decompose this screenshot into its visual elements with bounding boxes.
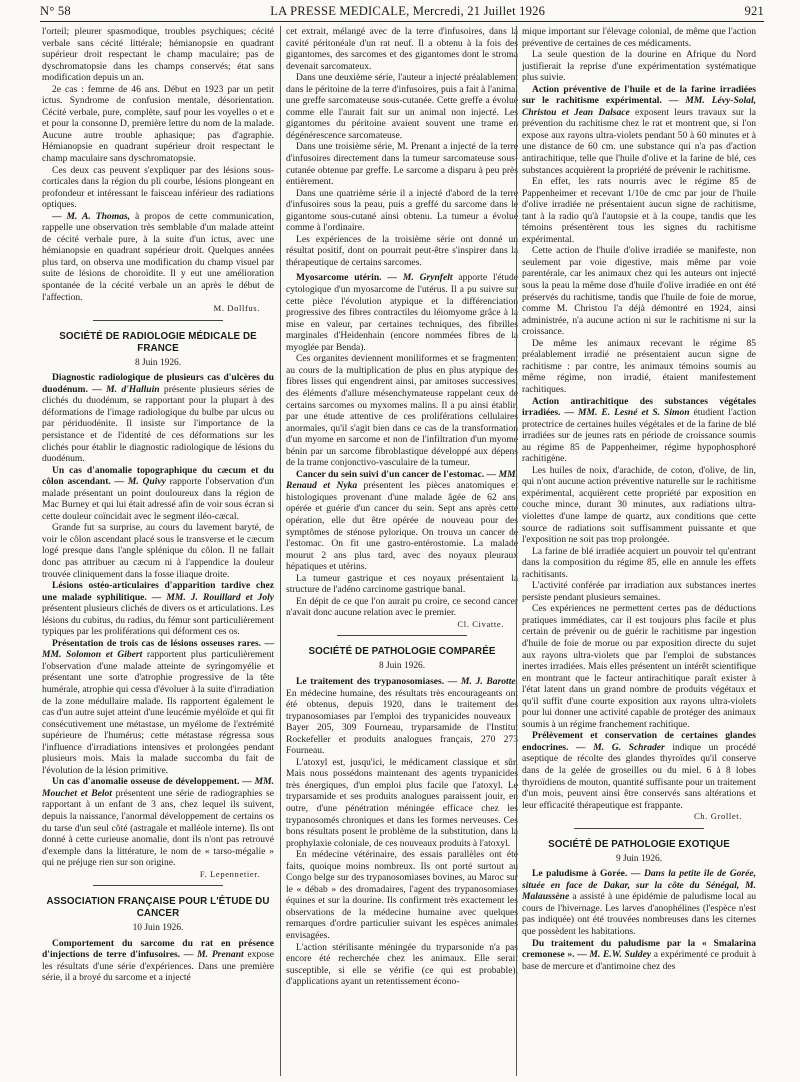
author: — M. Quivy xyxy=(110,476,166,488)
article-title: Du traitement du paludisme par la « Smalarina cremonese ». xyxy=(522,937,756,961)
divider xyxy=(574,828,704,829)
divider xyxy=(93,320,223,321)
divider xyxy=(337,635,467,636)
author: — M. Prenant xyxy=(180,949,244,961)
paragraph: Grande fut sa surprise, au cours du lavement baryté, de voir le côlon ascendant placé sous le transverse et le cæcum logé presque dans l'angle splénique du côlon. Il ne fallait donc pas attribuer au cæcum ni à l'appendice la douleur trouvée cliniquement dans la fosse iliaque droite. xyxy=(42,522,274,580)
paragraph: La tumeur gastrique et ces noyaux présentaient la structure de l'adéno carcinome gastrique banal. xyxy=(286,572,518,596)
paragraph: l'orteil; pleurer spasmodique, troubles psychiques; cécité verbale sans cécité littérale; hémianopsie en quadrant supérieur droit respectant le champ maculaire; pas de dyschromatopsie dans les champs conservés; état sans modification depuis un an. xyxy=(42,26,274,84)
article-title: Un cas d'anomalie osseuse de développement. xyxy=(52,776,240,788)
author: — MM. Solomon et Gibert xyxy=(42,637,274,661)
author: — MM. Renaud et Nyka xyxy=(286,468,518,492)
column-2 xyxy=(286,26,518,988)
article: Myosarcome utérin. — M. Grynfelt apporte l'étude cytologique d'un myosarcome de l'utérus. Il a pu suivre sur cette pièce l'évolution atypique et la différenciation progressive des fibres contractiles du léiomyome grâce à la mise en valeur, par certaines techniques, des fibrilles marginales d'Heidenhain (encore nommées fibres de la myoglée par Benda). xyxy=(286,272,518,353)
article: Du traitement du paludisme par la « Smalarina cremonese ». — M. E.W. Suldey a expérimenté ce produit à base de mercure et d'antimoine chez des xyxy=(522,937,756,972)
paragraph: De même les animaux recevant le régime 85 préalablement irradié ne présentaient aucun signe de rachitisme : par contre, les animaux témoins soumis au même régime, non irradié, étaient manifestement rachitiques. xyxy=(522,337,756,395)
column-3 xyxy=(522,26,756,972)
article: Un cas d'anomalie osseuse de développement. — MM. Mouchet et Belot présentent une série de radiographies se rapportant à un enfant de 3 ans, chez lequel ils suivent, depuis la naissance, l'anormal développement de certains os du tarse d'un seul côté (astragale et malléole interne). Ils ont donné à cette curieuse anomalie, dont ils n'ont pas retrouvé d'exemple dans la littérature, le nom de « tarso-mégalie » qui ne préjuge rien sur son origine. xyxy=(42,776,275,869)
paragraph: Ces organites deviennent moniliformes et se fragmentent au cours de la multiplication de plus en plus atypique des fibres lisses qui engendrent ainsi, par amitoses successives, des éléments d'allure mésenchymateuse rappelant ceux de certains sarcomes ou myxomes malins. Il a pu ainsi établir, par une étude attentive de ces proliférations cellulaires anormales, qu'il s'agit bien dans ce cas de la transformation d'un myome en sarcome et non de l'infiltration d'un myome bénin par un sarcome fibroblastique développé aux dépens de la trame conjonctivo-vasculaire de la tumeur. xyxy=(286,353,518,469)
author: — MM. Lévy-Solal, Christou et Jean Dalsace xyxy=(522,95,756,118)
article-title: Cancer du sein suivi d'un cancer de l'estomac. xyxy=(296,468,485,480)
article: Lésions ostéo-articulaires d'apparition tardive chez une malade syphilitique. — MM. J. Rouillard et Joly présentent plusieurs clichés de divers os et articulations. Les lésions du cubitus, du radius, du fémur sont particulièrement typiques par les proliférations qui déforment ces os. xyxy=(42,580,275,638)
paragraph: En médecine vétérinaire, des essais parallèles ont été faits, quoique moins nombreux. Ils ont porté surtout au Congo belge sur des trypanosomiases bovines, au Maroc sur le « débab » des dromadaires, l'agent des trypanosomiases équines et sur la dourine. Ils confirment très exactement les observations de la médecine humaine avec quelques remarques d'ordre particulier suivant les espèces animales envisagées. xyxy=(286,849,518,942)
author: — M. E.W. Suldey xyxy=(574,949,652,961)
page-number: 921 xyxy=(744,4,764,18)
section-date: 9 Juin 1926. xyxy=(615,853,663,864)
author: — M. d'Halluin xyxy=(87,383,160,395)
paragraph: Dans une deuxième série, l'auteur a injecté préalablement dans le péritoine de la terre d'infusoires, puis a fait à l'animal une greffe sarcomateuse sous-cutanée. Cette greffe a évolué comme elle l'aurait fait sur un animal non injecté. Les gigantomes du péritoine avaient souvent une trame en dégénérescence sarcomateuse. xyxy=(286,72,518,141)
paragraph: — M. A. Thomas, à propos de cette communication, rappelle une observation très semblable d'un malade atteint de cécité verbale pure, à la suite d'un ictus, avec une hémianopsie en quadrant supérieur droit. Quelques années plus tard, on observa une modification du champ visuel par suite de lésions de choroïdite. Il y eut une amélioration spontanée de la cécité verbale un an après le début de l'affection. xyxy=(42,210,274,303)
paragraph: En dépit de ce que l'on aurait pu croire, ce second cancer n'avait donc aucune relation avec le premier. xyxy=(286,595,518,619)
signature: Ch. Grollet. xyxy=(693,811,742,822)
paragraph: Dans une quatrième série il a injecté d'abord de la terre d'infusoires sous la peau, puis a greffé du sarcome dans le gigantome sous-cutané ainsi obtenu. La tumeur a évolué comme à l'ordinaire. xyxy=(286,187,518,234)
article-title: Prélèvement et conservation de certaines glandes endocrines. xyxy=(522,730,756,753)
author: — Dans la petite île de Gorée, située en face de Dakar, sur la côte du Sénégal, M. Malaussène xyxy=(522,868,756,903)
author: — MM. J. Rouillard et Joly xyxy=(146,591,275,603)
article-title: Le traitement des trypanosomiases. xyxy=(296,675,445,687)
divider xyxy=(93,885,223,886)
column-1 xyxy=(42,26,274,984)
paragraph: cet extrait, mélangé avec de la terre d'infusoires, dans la cavité péritonéale d'un rat neuf. Il a obtenu à la fois des gigantomes, des sarcomes et des gigantomes dont le stroma devenait sarcomateux. xyxy=(286,26,518,72)
author: — MM. E. Lesné et S. Simon xyxy=(560,407,690,419)
paragraph: Ces expériences ne permettent certes pas de déductions pratiques immédiates, car il est toujours plus facile et plus certain de prévenir ou de guérir le rachitisme par ingestion d'huile de foie de morue ou par exposition directe du sujet aux rayons ultra-violets que par l'emploi de substances inertes irradiées. Mais elles présentent un intérêt scientifique en montrant que le facteur antirachitique paraît exister à l'état latent dans un grand nombre de produits végétaux et qu'il suffit d'une courte exposition aux rayons ultra-violets pour lui donner une activité capable de protéger des animaux soumis à un régime franchement rachitique. xyxy=(522,603,756,730)
article-title: Myosarcome utérin. xyxy=(296,272,382,284)
article: Action préventive de l'huile et de la farine irradiées sur le rachitisme expérimental. — MM. Lévy-Solal, Christou et Jean Dalsace exposent leurs travaux sur la prévention du rachitisme chez le rat et montrent que, si l'on expose aux rayons ultra-violets pendant 50 à 60 minutes et à une distance de 60 cm. une substance qui n'a pas d'action antirachitique, telle que l'huile d'olive et la farine de blé, ces substances acquièrent la propriété de prévenir le rachitisme. xyxy=(522,83,756,176)
author: — M. A. Thomas, xyxy=(52,210,131,222)
article-title: Action préventive de l'huile et de la farine irradiées sur le rachitisme expérimental. xyxy=(522,83,756,107)
signature: F. Lepennetier. xyxy=(199,868,260,879)
article-title: Présentation de trois cas de lésions osseuses rares. xyxy=(52,637,262,649)
paragraph: La seule question de la dourine en Afrique du Nord justifierait la reprise d'une expérimentation systématique plus suivie. xyxy=(522,49,756,84)
paragraph: Cette action de l'huile d'olive irradiée se manifeste, non seulement par voie digestive, mais même par voie parentérale, car les animaux chez qui les auteurs ont injecté sous la peau la même dose d'huile d'olive irradiée en ont été préservés du rachitisme, tandis que l'huile de foie de morue, comme M. Christou l'a déjà démontré en 1924, ainsi administrée, n'a aucune action ni sur le rachitisme ni sur la croissance. xyxy=(522,245,756,338)
section-heading: ASSOCIATION FRANÇAISE POUR L'ÉTUDE DU CANCER xyxy=(46,896,270,920)
paragraph: L'action stérilisante méningée du tryparsonide n'a pas encore été recherchée chez les animaux. Elle serait susceptible, si elle se vérifie (ce qui est probable), d'applications ayant un retentissement écono- xyxy=(286,941,518,988)
author: — M. J. Barotte. xyxy=(444,675,518,687)
page-header xyxy=(40,4,764,20)
paragraph: L'atoxyl est, jusqu'ici, le médicament classique et sûr. Mais nous possédons maintenant des agents trypanicides très énergiques, d'un emploi plus facile que l'atoxyl. Le tryparsamide et ses produits analogues paraissent jouir, en outre, d'une pénétration méningée efficace chez les trypanosomés chroniques et dans les formes nerveuses. Ces bons résultats posent le problème de la substitution, dans la prophylaxie coloniale, de ces nouveaux produits à l'atoxyl. xyxy=(286,756,518,849)
article-title: Un cas d'anomalie topographique du cæcum et du côlon ascendant. xyxy=(42,464,274,488)
signature: Cl. Civatte. xyxy=(457,618,504,629)
article-title: Le paludisme à Gorée. xyxy=(532,868,628,880)
paragraph: mique important sur l'élevage colonial, de même que l'action préventive de certaines de ces médicaments. xyxy=(522,26,756,49)
article-title: Comportement du sarcome du rat en présence d'injections de terre d'infusoires. xyxy=(42,937,274,961)
section-heading: SOCIÉTÉ DE RADIOLOGIE MÉDICALE DE FRANCE xyxy=(59,330,257,354)
paragraph: En effet, les rats nourris avec le régime 85 de Pappenheimer et recevant 1/10e de cmc par jour de l'huile d'olive irradiée ne présentaient aucun signe de rachitisme, tant à la radio qu'à l'autopsie et à la coupe, tandis que les témoins présentèrent tous les signes du rachitisme expérimental. xyxy=(522,176,756,245)
paragraph: Les huiles de noix, d'arachide, de coton, d'olive, de lin, qui n'ont aucune action préventive naturelle sur le rachitisme expérimental, acquièrent cette propriété par exposition en couche mince, durant 30 minutes, aux radiations ultra-violettes d'une lampe de quartz, aux conditions que cette source de radiations soit suffisamment puissante et que l'exposition ne soit pas trop prolongée. xyxy=(522,464,756,546)
section-date: 10 Juin 1926. xyxy=(132,923,184,934)
publication-title: LA PRESSE MEDICALE, Mercredi, 21 Juillet 1926 xyxy=(270,4,546,18)
article: Présentation de trois cas de lésions osseuses rares. — MM. Solomon et Gibert rapportent plus particulièrement l'observation d'une malade atteinte de syringomyélie et présentant une sorte d'atrophie progressive de la tête humérale, atrophie qui cessa d'évoluer à la suite d'irradiation de la zone médullaire malade. Ils rapportent également le cas d'un autre sujet atteint d'une leucémie myéloïde et qui fit consécutivement une métastase, un myélome de l'extrémité supérieure de l'humérus; cette métastase régressa sous l'influence d'irradiations intensives et prolongées pendant plusieurs mois. Mais la malade succomba du fait de l'évolution de la lésion primitive. xyxy=(42,637,274,776)
article-title: Lésions ostéo-articulaires d'apparition tardive chez une malade syphilitique. xyxy=(42,580,274,603)
article: Comportement du sarcome du rat en présence d'injections de terre d'infusoires. — M. Prenant expose les résultats d'une série d'expériences. Dans une première série, il a broyé du sarcome et a injecté xyxy=(42,937,274,984)
article-title: Action antirachitique des substances végétales irradiées. xyxy=(522,395,756,419)
article: Action antirachitique des substances végétales irradiées. — MM. E. Lesné et S. Simon étudient l'action protectrice de certaines huiles végétales et de la farine de blé irradiées sur de jeunes rats en période de croissance soumis au régime 85 de Pappenheimer, régime hypophosphoré rachitigène. xyxy=(522,395,756,465)
author: — MM. Mouchet et Belot xyxy=(42,776,275,799)
section-heading: SOCIÉTÉ DE PATHOLOGIE EXOTIQUE xyxy=(548,838,730,850)
paragraph: 2e cas : femme de 46 ans. Début en 1923 par un petit ictus. Syndrome de confusion mentale, désorientation. Cécité verbale, pure, complète, sauf pour les voyelles o et e et pour la consonne D, première lettre du nom de la malade. Aucune autre trouble aphasique; pas d'agraphie. Hémianopsie en quadrant supérieur droit respectant le champ maculaire sans dyschromatopsie. xyxy=(42,83,274,165)
article: Prélèvement et conservation de certaines glandes endocrines. — M. G. Schrader indique un procédé aseptique de récolte des glandes thyroïdes qu'il conserve dans de la gelée de groseilles ou du miel. 6 à 8 lobes thyroïdiens de mouton, quantité suffisante pour un traitement d'un mois, peuvent ainsi être conservés sans altérations et leur efficacité thérapeutique est frappante. xyxy=(522,730,756,811)
article: Le paludisme à Gorée. — Dans la petite île de Gorée, située en face de Dakar, sur la côte du Sénégal, M. Malaussène a assisté à une épidémie de paludisme local au cours de l'hivernage. Les larves d'anophélines (l'espèce n'est pas indiquée) ont été trouvées nombreuses dans les citernes que possèdent les habitations. xyxy=(522,868,756,938)
article: Diagnostic radiologique de plusieurs cas d'ulcères du duodénum. — M. d'Halluin présente plusieurs séries de clichés du duodénum, se rapportant pour la plupart à des déformations de l'image radiologique du bulbe par ulcus ou par périduodénite. Il insiste sur l'importance de la persistance et de l'identité de ces déformations sur les clichés pour établir le diagnostic radiologique de lésions du duodénum. xyxy=(42,372,274,465)
section-date: 8 Juin 1926. xyxy=(134,357,182,368)
issue-number: N° 58 xyxy=(40,4,71,18)
section-heading: SOCIÉTÉ DE PATHOLOGIE COMPARÉE xyxy=(308,646,496,658)
paragraph: Ces deux cas peuvent s'expliquer par des lésions sous-corticales dans la région du pli courbe, lésions plongeant en profondeur et intéressant le faisceau inférieur des radiations optiques. xyxy=(42,164,274,211)
paragraph: Les expériences de la troisième série ont donné un résultat positif, dont on pourrait peut-être s'inspirer dans la thérapeutique de certains sarcomes. xyxy=(286,233,518,268)
author: — M. G. Schrader xyxy=(568,741,665,753)
article: Le traitement des trypanosomiases. — M. J. Barotte. En médecine humaine, des résultats très encourageants ont été obtenus, depuis 1920, dans le traitement des trypanosomiases par l'emploi des trypanicides nouveaux : Bayer 205, 309 Fourneau, tryparsamide de l'Institut Rockefeller et produits analogues français, 270 273 Fourneau. xyxy=(286,675,518,757)
paragraph: La farine de blé irradiée acquiert un pouvoir tel qu'entrant dans la composition du régime 85, elle en annule les effets rachitisants. xyxy=(522,545,756,580)
signature: M. Dollfus. xyxy=(213,303,260,314)
article: Cancer du sein suivi d'un cancer de l'estomac. — MM. Renaud et Nyka présentent les pièces anatomiques et histologiques provenant d'une malade âgée de 62 ans, opérée et guérie d'un cancer du sein. Sept ans après cette opération, elle dut être opérée de nouveau pour des symptômes de sténose pylorique. On trouva un cancer de l'estomac. On fit une gastro-entérostomie. La malade mourut 2 ans plus tard, avec des noyaux pleuraux hépatiques et utérins. xyxy=(286,468,518,573)
header-rule xyxy=(40,21,764,22)
author: — M. Grynfelt xyxy=(381,272,453,284)
article-title: Diagnostic radiologique de plusieurs cas d'ulcères du duodénum. xyxy=(42,372,274,395)
section-date: 8 Juin 1926. xyxy=(378,661,426,672)
article: Un cas d'anomalie topographique du cæcum et du côlon ascendant. — M. Quivy rapporte l'observation d'un malade présentant un point douloureux dans la région de Mac Burney et qui lui était adressé afin de voir sous écran si cette douleur coïncidait avec le segment iléo-cæcal. xyxy=(42,464,274,522)
paragraph: Dans une troisième série, M. Prenant a injecté de la terre d'infusoires directement dans la tumeur sarcomateuse sous-cutanée obtenue par greffe. Le sarcome a disparu à peu près entièrement. xyxy=(286,141,518,188)
paragraph: L'activité conférée par irradiation aux substances inertes persiste pendant plusieurs semaines. xyxy=(522,580,756,603)
